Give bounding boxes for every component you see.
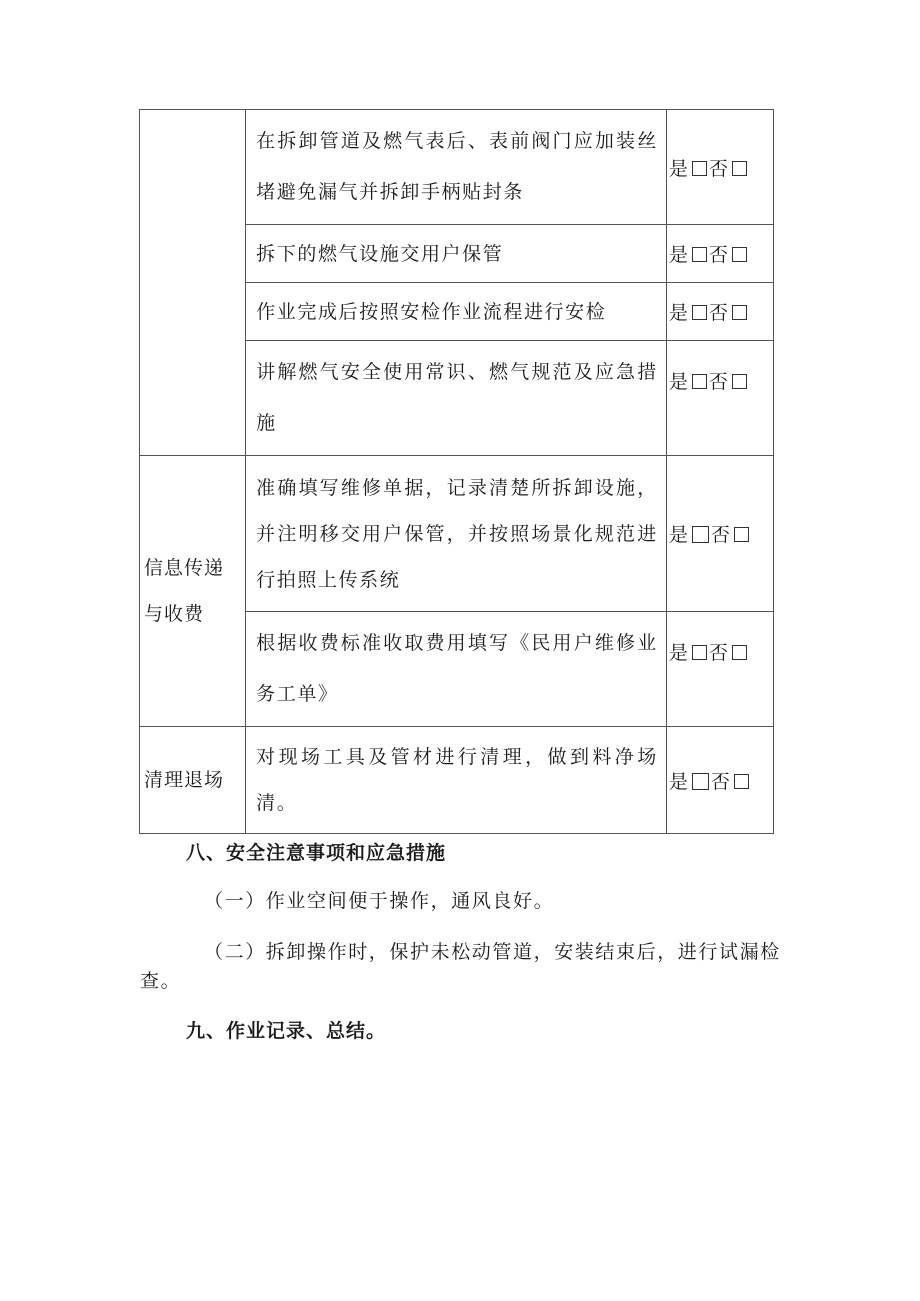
item-text: 在拆卸管道及燃气表后、表前阀门应加装丝堵避免漏气并拆卸手柄贴封条 (256, 130, 658, 203)
check-cell (666, 341, 773, 456)
no-option[interactable]: 否 (709, 367, 749, 394)
item-text: 讲解燃气安全使用常识、燃气规范及应急措施 (256, 361, 658, 434)
item-text: 准确填写维修单据，记录清楚所拆卸设施，并注明移交用户保管，并按照场景化规范进行拍照上传系统 (256, 476, 658, 591)
yes-checkbox[interactable] (692, 374, 707, 389)
item-cell (246, 110, 667, 225)
no-checkbox[interactable] (732, 247, 747, 262)
yes-option[interactable]: 是 (669, 520, 711, 547)
no-option[interactable]: 否 (709, 240, 749, 267)
item-cell (246, 612, 667, 727)
item-text: 对现场工具及管材进行清理，做到料净场清。 (256, 746, 658, 814)
check-cell (666, 612, 773, 727)
no-option[interactable]: 否 (711, 520, 751, 547)
item-text: 拆下的燃气设施交用户保管 (256, 242, 504, 265)
item-cell (246, 341, 667, 456)
section-9-title: 九、作业记录、总结。 (186, 1020, 387, 1042)
check-cell (666, 283, 773, 341)
no-option[interactable]: 否 (711, 767, 751, 794)
item-cell (246, 456, 667, 612)
section-8-paragraph-1: （一）作业空间便于操作，通风良好。 (204, 890, 555, 912)
no-option[interactable]: 否 (709, 638, 749, 665)
yes-option[interactable]: 是 (669, 367, 709, 394)
check-cell (666, 727, 773, 834)
no-checkbox[interactable] (732, 161, 747, 176)
no-checkbox[interactable] (734, 527, 749, 542)
no-checkbox[interactable] (732, 305, 747, 320)
no-checkbox[interactable] (734, 774, 749, 789)
category-cell-empty (140, 110, 246, 456)
yes-checkbox[interactable] (692, 161, 707, 176)
no-option[interactable]: 否 (709, 154, 749, 181)
table-row (140, 110, 774, 225)
category-cell (140, 456, 246, 727)
item-text: 作业完成后按照安检作业流程进行安检 (256, 300, 607, 323)
table-row (140, 727, 774, 834)
section-8-paragraph-2: （二）拆卸操作时，保护未松动管道，安装结束后，进行试漏检查。 (140, 941, 781, 992)
yes-option[interactable]: 是 (669, 298, 709, 325)
yes-checkbox[interactable] (692, 526, 709, 543)
yes-checkbox[interactable] (692, 247, 707, 262)
no-option[interactable]: 否 (709, 298, 749, 325)
table-row (140, 456, 774, 612)
yes-checkbox[interactable] (692, 773, 709, 790)
section-8-title: 八、安全注意事项和应急措施 (186, 842, 447, 864)
yes-option[interactable]: 是 (669, 240, 709, 267)
check-cell (666, 456, 773, 612)
yes-option[interactable]: 是 (669, 638, 709, 665)
category-cell (140, 727, 246, 834)
item-cell (246, 727, 667, 834)
category-label: 清理退场 (144, 769, 225, 791)
yes-checkbox[interactable] (692, 645, 707, 660)
yes-option[interactable]: 是 (669, 767, 711, 794)
checklist-table (139, 109, 774, 834)
item-cell (246, 225, 667, 283)
item-cell (246, 283, 667, 341)
no-checkbox[interactable] (732, 374, 747, 389)
category-label: 信息传递与收费 (144, 557, 225, 625)
yes-checkbox[interactable] (692, 305, 707, 320)
yes-option[interactable]: 是 (669, 154, 709, 181)
check-cell (666, 225, 773, 283)
check-cell (666, 110, 773, 225)
no-checkbox[interactable] (732, 645, 747, 660)
item-text: 根据收费标准收取费用填写《民用户维修业务工单》 (256, 632, 658, 705)
